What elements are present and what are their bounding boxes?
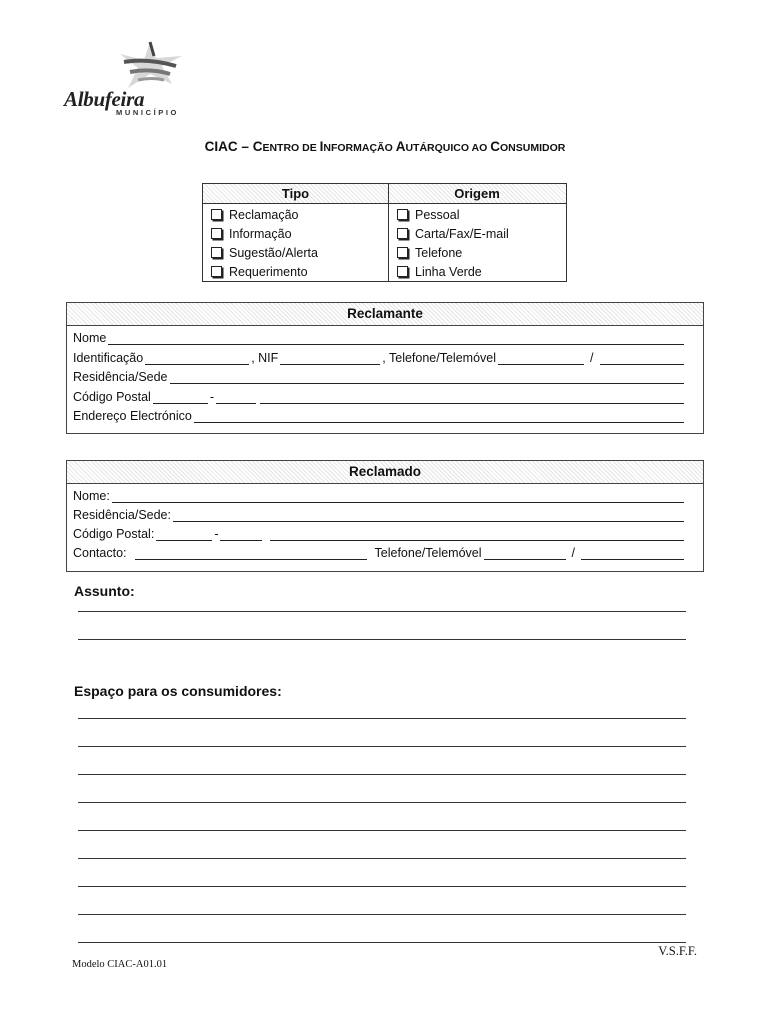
reclamado-codigo-postal-row: Código Postal: -: [73, 525, 686, 541]
assunto-heading: Assunto:: [74, 583, 135, 599]
espaco-line[interactable]: [78, 746, 686, 747]
reclamado-cp-field-2[interactable]: [220, 529, 262, 541]
origem-option-pessoal[interactable]: Pessoal: [397, 207, 459, 224]
reclamado-residencia-field[interactable]: [173, 510, 684, 522]
reclamante-residencia-field[interactable]: [170, 372, 684, 384]
checkbox-icon[interactable]: [211, 228, 222, 239]
checkbox-icon[interactable]: [397, 209, 408, 220]
logo-subtitle: MUNICÍPIO: [116, 108, 179, 117]
reclamado-contacto-row: Contacto: Telefone/Telemóvel /: [73, 544, 686, 560]
reclamante-nome-field[interactable]: [108, 333, 684, 345]
tipo-header: Tipo: [203, 184, 388, 204]
model-code: Modelo CIAC-A01.01: [72, 959, 168, 970]
checkbox-icon[interactable]: [211, 209, 222, 220]
logo-wordmark: Albufeira: [64, 87, 145, 111]
identificacao-field[interactable]: [145, 353, 249, 365]
reclamante-section: [66, 302, 704, 434]
reclamante-telefone-field[interactable]: [498, 353, 584, 365]
tipo-origem-table: [202, 183, 567, 282]
espaco-line[interactable]: [78, 886, 686, 887]
reclamado-nome-row: Nome:: [73, 487, 686, 503]
reclamante-codigo-postal-row: Código Postal -: [73, 388, 686, 404]
reclamado-section: [66, 460, 704, 572]
reclamante-residencia-row: Residência/Sede: [73, 368, 686, 384]
checkbox-icon[interactable]: [211, 247, 222, 258]
assunto-line[interactable]: [78, 639, 686, 640]
tipo-option-informacao[interactable]: Informação: [211, 226, 292, 243]
checkbox-icon[interactable]: [397, 266, 408, 277]
origem-option-carta[interactable]: Carta/Fax/E-mail: [397, 226, 509, 243]
reclamante-email-row: Endereço Electrónico: [73, 407, 686, 423]
reclamado-contacto-field[interactable]: [135, 548, 367, 560]
nif-field[interactable]: [280, 353, 380, 365]
reclamado-telemovel-field[interactable]: [581, 548, 684, 560]
reclamante-email-field[interactable]: [194, 411, 684, 423]
origem-option-linha-verde[interactable]: Linha Verde: [397, 264, 482, 281]
reclamante-telemovel-field[interactable]: [600, 353, 685, 365]
tipo-option-requerimento[interactable]: Requerimento: [211, 264, 308, 281]
reclamado-localidade-field[interactable]: [270, 529, 684, 541]
vsff-note: V.S.F.F.: [658, 944, 697, 958]
reclamante-cp-field-1[interactable]: [153, 392, 208, 404]
espaco-line[interactable]: [78, 718, 686, 719]
reclamante-cp-field-2[interactable]: [216, 392, 256, 404]
reclamante-header: Reclamante: [67, 303, 703, 326]
assunto-line[interactable]: [78, 611, 686, 612]
origem-header: Origem: [388, 184, 566, 204]
espaco-line[interactable]: [78, 914, 686, 915]
espaco-line[interactable]: [78, 830, 686, 831]
checkbox-icon[interactable]: [397, 247, 408, 258]
tipo-option-sugestao[interactable]: Sugestão/Alerta: [211, 245, 318, 262]
espaco-line[interactable]: [78, 858, 686, 859]
page-title: CIAC – CENTRO DE INFORMAÇÃO AUTÁRQUICO AO CONSUMIDOR: [204, 139, 566, 154]
reclamado-header: Reclamado: [67, 461, 703, 484]
tipo-option-reclamacao[interactable]: Reclamação: [211, 207, 298, 224]
reclamado-residencia-row: Residência/Sede:: [73, 506, 686, 522]
espaco-heading: Espaço para os consumidores:: [74, 683, 282, 699]
reclamado-cp-field-1[interactable]: [156, 529, 212, 541]
reclamante-nome-row: Nome: [73, 329, 686, 345]
espaco-line[interactable]: [78, 942, 686, 943]
reclamante-localidade-field[interactable]: [260, 392, 684, 404]
reclamante-identificacao-row: Identificação , NIF , Telefone/Telemóvel /: [73, 349, 686, 365]
checkbox-icon[interactable]: [211, 266, 222, 277]
espaco-line[interactable]: [78, 802, 686, 803]
espaco-line[interactable]: [78, 774, 686, 775]
reclamado-telefone-field[interactable]: [484, 548, 566, 560]
origem-option-telefone[interactable]: Telefone: [397, 245, 462, 262]
checkbox-icon[interactable]: [397, 228, 408, 239]
reclamado-nome-field[interactable]: [112, 491, 684, 503]
albufeira-logo: [58, 40, 198, 120]
